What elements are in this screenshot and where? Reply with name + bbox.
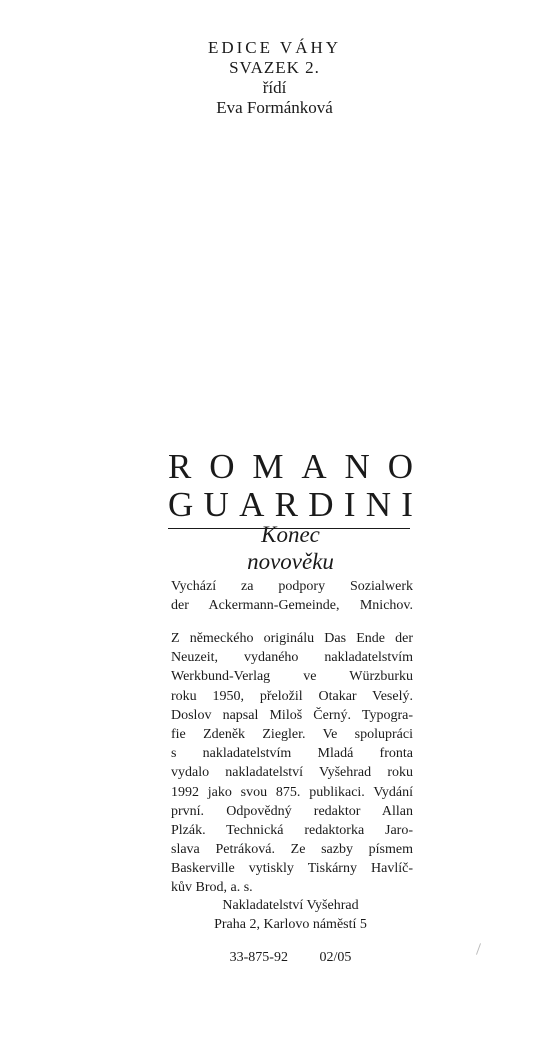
author-letter: M: [252, 447, 284, 486]
colophon-line: fie Zdeněk Ziegler. Ve spolupráci: [171, 726, 413, 742]
author-letter: A: [239, 485, 265, 524]
author-first-name: [168, 448, 413, 486]
colophon-line: Doslov napsal Miloš Černý. Typogra-: [171, 707, 413, 723]
colophon-line: s nakladatelstvím Mladá fronta: [171, 746, 413, 762]
colophon-line: Werkbund-Verlag ve Würzburku: [171, 669, 413, 685]
catalog-number: 33-875-92: [229, 950, 288, 965]
pencil-mark: [476, 943, 481, 955]
author-letter: G: [168, 485, 194, 524]
colophon: [171, 629, 413, 898]
colophon-line: Neuzeit, vydaného nakladatelstvím: [171, 650, 413, 666]
author-letter: R: [274, 485, 298, 524]
colophon-line: slava Petráková. Ze sazby písmem: [171, 842, 413, 858]
support-line: der Ackermann-Gemeinde, Mnichov.: [171, 598, 413, 614]
book-title-line: novověku: [247, 549, 334, 574]
editor-label: řídí: [262, 78, 287, 97]
author-letter: I: [401, 485, 413, 524]
book-title-line: Konec: [261, 522, 320, 547]
publisher-address: Praha 2, Karlovo náměstí 5: [214, 917, 367, 932]
colophon-line: 1992 jako svou 875. publikaci. Vydání: [171, 784, 413, 800]
colophon-line: Z německého originálu Das Ende der: [171, 631, 413, 646]
support-note: [171, 577, 413, 615]
author-letter: D: [308, 485, 334, 524]
publisher-name: Nakladatelství Vyšehrad: [222, 898, 359, 913]
publisher-info: [168, 896, 413, 934]
colophon-line: Plzák. Technická redaktorka Jaro-: [171, 822, 413, 838]
book-title: [168, 521, 413, 575]
author-block: [168, 448, 413, 529]
series-title: EDICE VÁHY: [207, 38, 342, 57]
author-letter: R: [168, 447, 192, 486]
author-letter: I: [343, 485, 356, 524]
colophon-line: kův Brod, a. s.: [171, 880, 253, 896]
author-last-name: [168, 486, 413, 524]
author-letter: A: [301, 447, 327, 486]
editor-name: Eva Formánková: [216, 98, 333, 117]
colophon-line: roku 1950, přeložil Otakar Veselý.: [171, 688, 413, 704]
issue-number: 02/05: [319, 950, 352, 965]
author-letter: N: [365, 485, 392, 524]
author-letter: O: [209, 447, 235, 486]
author-letter: N: [344, 447, 370, 486]
series-block: [0, 38, 549, 118]
catalog-codes: [168, 948, 413, 967]
support-line: Vychází za podpory Sozialwerk: [171, 579, 413, 594]
series-volume: SVAZEK 2.: [229, 58, 320, 77]
colophon-line: Baskerville vytiskly Tiskárny Havlíč-: [171, 861, 413, 877]
colophon-line: první. Odpovědný redaktor Allan: [171, 803, 413, 819]
author-letter: O: [387, 447, 413, 486]
author-letter: U: [203, 485, 229, 524]
colophon-line: vydalo nakladatelství Vyšehrad roku: [171, 765, 413, 781]
